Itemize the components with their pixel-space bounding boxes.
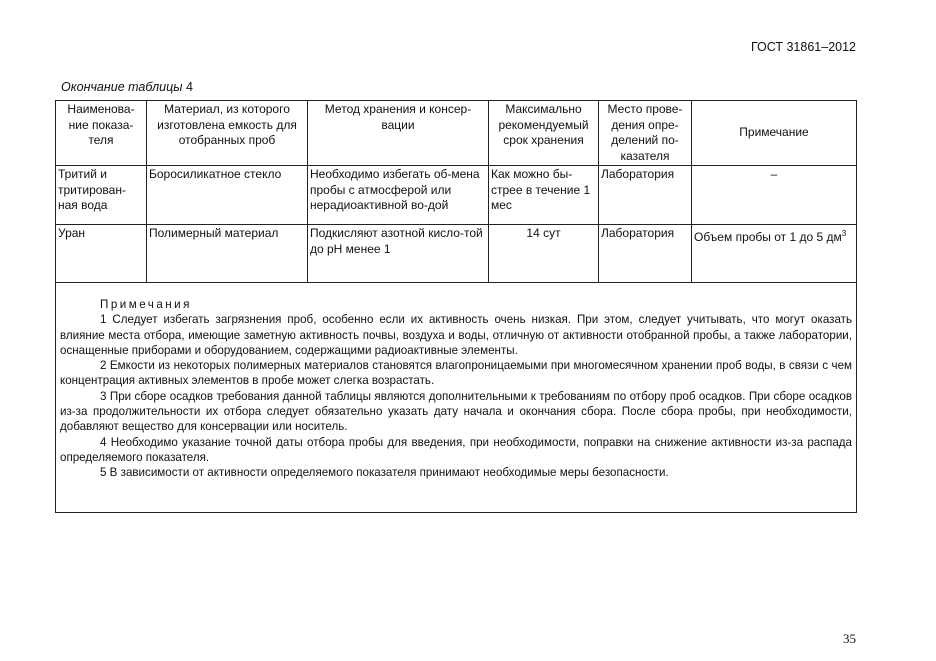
col-header: Максимально рекомендуемый срок хранения	[489, 101, 599, 166]
table-cell: Лаборатория	[599, 166, 692, 225]
note-item: 3 При сборе осадков требования данной таблицы являются дополнительными к требованиям по отбору проб осадков. При сборе осадков из-за продолжительности их отбора следует обязательно указать дату начала и окончания сбора. После сбора пробы, при необходимости, добавляют вещество для консервации или носитель.	[60, 389, 852, 434]
note-item: 4 Необходимо указание точной даты отбора пробы для введения, при необходимости, поправки на снижение активности из-за распада определяемого показателя.	[60, 435, 852, 464]
col-header: Наименова-ние показа-теля	[56, 101, 147, 166]
page-number: 35	[843, 631, 856, 646]
table-cell: Уран	[56, 225, 147, 283]
caption-number: 4	[185, 80, 193, 94]
table-cell: Лаборатория	[599, 225, 692, 283]
table-row	[56, 166, 857, 225]
table-row	[56, 225, 857, 283]
col-header: Примечание	[692, 101, 857, 166]
table-cell: 14 сут	[489, 225, 599, 283]
table-cell: Необходимо избегать об-мена пробы с атмосферой или нерадиоактивной во-дой	[308, 166, 489, 225]
note-item: 5 В зависимости от активности определяемого показателя принимают необходимые меры безопасности.	[100, 466, 669, 480]
col-header: Место прове-дения опре-делений по-казателя	[599, 101, 692, 166]
table-caption	[61, 80, 193, 94]
superscript: 3	[841, 229, 847, 238]
table-cell: Полимерный материал	[147, 225, 308, 283]
table-cell: Боросиликатное стекло	[147, 166, 308, 225]
notes-cell	[56, 283, 857, 513]
caption-italic: Окончание таблицы	[61, 80, 183, 94]
notes-row	[56, 283, 857, 513]
table-cell: –	[692, 166, 857, 225]
standard-number: ГОСТ 31861–2012	[750, 40, 856, 54]
data-table	[55, 100, 857, 513]
col-header: Материал, из которого изготовлена емкость для отобранных проб	[147, 101, 308, 166]
col-header: Метод хранения и консер-вации	[308, 101, 489, 166]
notes-title: Примечания	[100, 298, 192, 311]
table-cell: Тритий и тритирован-ная вода	[56, 166, 147, 225]
table-cell: Подкисляют азотной кисло-той до pH менее 1	[308, 225, 489, 283]
table-cell	[692, 225, 857, 283]
table-header-row	[56, 101, 857, 166]
volume-note: Объем пробы от 1 до 5 дм	[694, 230, 842, 244]
table-cell: Как можно бы-стрее в течение 1 мес	[489, 166, 599, 225]
note-item: 1 Следует избегать загрязнения проб, особенно если их активность очень низкая. При этом, следует учитывать, что могут оказать влияние места отбора, имеющие заметную активность почвы, воздуха и воды, отличную от активности отобранной пробы, а также лаборатории, оснащенные приборами и оборудованием, содержащими радиоактивные элементы.	[60, 313, 852, 357]
note-item: 2 Емкости из некоторых полимерных материалов становятся влагопроницаемыми при многомесячном хранении проб воды, в связи с чем концентрация активных элементов в пробе может слегка возрастать.	[60, 359, 852, 388]
